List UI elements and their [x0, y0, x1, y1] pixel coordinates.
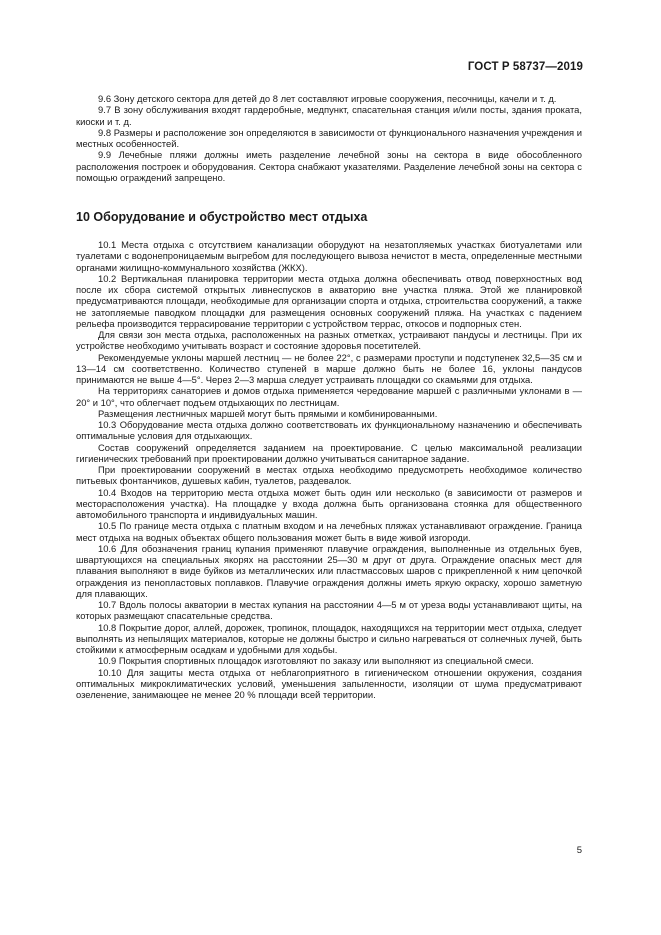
page-number: 5	[576, 845, 582, 856]
paragraph-structures-composition: Состав сооружений определяется заданием на проектирование. С целью максимальной реализации гигиенических требований при проектировании должно учитываться санитарное задание.	[76, 441, 582, 464]
paragraph-10-1: 10.1 Места отдыха с отсутствием канализации оборудуют на незатопляемых участках биотуалетами или туалетами с водонепроницаемым выгребом для последующего вывоза нечистот в места, определенные местными органами жилищно-коммунального хозяйства (ЖКХ).	[76, 239, 582, 273]
paragraph-10-4: 10.4 Входов на территорию места отдыха может быть один или несколько (в зависимости от размеров и месторасположения участка). На площадке у входа должна быть организована стоянка для общественного автомобильного транспорта и индивидуальных машин.	[76, 486, 582, 520]
paragraph-10-5: 10.5 По границе места отдыха с платным входом и на лечебных пляжах устанавливают ограждение. Граница мест отдыха на водных объектах общего пользования может быть в виде живой изгороди.	[76, 520, 582, 543]
paragraph-9-6: 9.6 Зону детского сектора для детей до 8 лет составляют игровые сооружения, песочницы, качели и т. д.	[98, 93, 557, 104]
paragraph-10-6: 10.6 Для обозначения границ купания применяют плавучие ограждения, выполненные из отдельных буев, швартующихся на специальных якорях на расстоянии 25—30 м друг от друга. Ограждение опасных мест для плавания выполняют в виде буйков из металлических или пластмассовых шаров с прикрепленной к ним цепочкой ограждения из пенопластовых поплавков. Плавучие ограждения должны иметь яркую окраску, хорошо заметную для плавающих.	[76, 542, 582, 599]
paragraph-stairs-ramps: Для связи зон места отдыха, расположенных на разных отметках, устраивают пандусы и лестницы. При их устройстве необходимо учитывать возраст и состояние здоровья посетителей.	[76, 329, 582, 352]
paragraph-9-9: 9.9 Лечебные пляжи должны иметь разделение лечебной зоны на сектора в виде обособленного расположения построек и оборудования. Сектора снабжают указателями. Разделение лечебной зоны на сектора с помощью ограждений запрещено.	[76, 149, 582, 183]
paragraph-10-7: 10.7 Вдоль полосы акватории в местах купания на расстоянии 4—5 м от уреза воды устанавливают щиты, на которых размещают спасательные средства.	[76, 599, 582, 622]
page-content	[76, 93, 582, 700]
section-10-heading: 10 Оборудование и обустройство мест отдыха	[76, 210, 368, 224]
paragraph-10-2: 10.2 Вертикальная планировка территории места отдыха должна обеспечивать отвод поверхностных вод после их сбора системой открытых ливнеспусков в акваторию вне участка пляжа. Этой же планировкой предусматриваются площади, необходимые для организации спорта и отдыха, строительства сооружений, а также не затопляемые паводком площадки для размещения основных сооружений пляжа. На участках с падением рельефа производится террасирование территории с устройством террас, откосов и подпорных стен.	[76, 272, 582, 329]
paragraph-10-3: 10.3 Оборудование места отдыха должно соответствовать их функциональному назначению и обеспечивать оптимальные условия для отдыхающих.	[76, 419, 582, 442]
paragraph-10-10: 10.10 Для защиты места отдыха от неблагоприятного в гигиеническом отношении окружения, создания оптимальных микроклиматических условий, уменьшения запыленности, изоляции от шума предусматривают озеленение, занимающее не менее 20 % площади всей территории.	[76, 666, 582, 700]
paragraph-9-7: 9.7 В зону обслуживания входят гардеробные, медпункт, спасательная станция и/или посты, здания проката, киоски и т. д.	[76, 104, 582, 127]
paragraph-10-9: 10.9 Покрытия спортивных площадок изготовляют по заказу или выполняют из специальной смеси.	[98, 655, 534, 667]
paragraph-stair-slopes: Рекомендуемые уклоны маршей лестниц — не более 22°, с размерами проступи и подступенек 32,5—35 см и 13—14 см соответственно. Количество ступеней в марше должно быть не более 16, уклоны пандусов принимаются не выше 4—5°. Через 2—3 марша следует устраивать площадки со скамьями для отдыха.	[76, 351, 582, 385]
paragraph-sanatorium-stairs: На территориях санаториев и домов отдыха применяется чередование маршей с различными уклонами в — 20° и 10°, что облегчает подъем отдыхающих по лестницам.	[76, 385, 582, 408]
paragraph-fountains-showers: При проектировании сооружений в местах отдыха необходимо предусмотреть необходимое количество питьевых фонтанчиков, душевых кабин, туалетов, раздевалок.	[76, 464, 582, 487]
section-9-continuation	[76, 93, 582, 183]
section-10-body	[76, 239, 582, 700]
document-code: ГОСТ Р 58737—2019	[467, 61, 583, 73]
paragraph-9-8: 9.8 Размеры и расположение зон определяются в зависимости от функционального назначения учреждения и местных особенностей.	[76, 126, 582, 149]
paragraph-10-8: 10.8 Покрытие дорог, аллей, дорожек, тропинок, площадок, находящихся на территории мест отдыха, следует выполнять из непылящих материалов, которые не должны быстро и сильно нагреваться от солнечных лучей, быть стойкими к атмосферным осадкам и удобными для ходьбы.	[76, 621, 582, 655]
paragraph-stair-layout: Размещения лестничных маршей могут быть прямыми и комбинированными.	[98, 407, 438, 419]
